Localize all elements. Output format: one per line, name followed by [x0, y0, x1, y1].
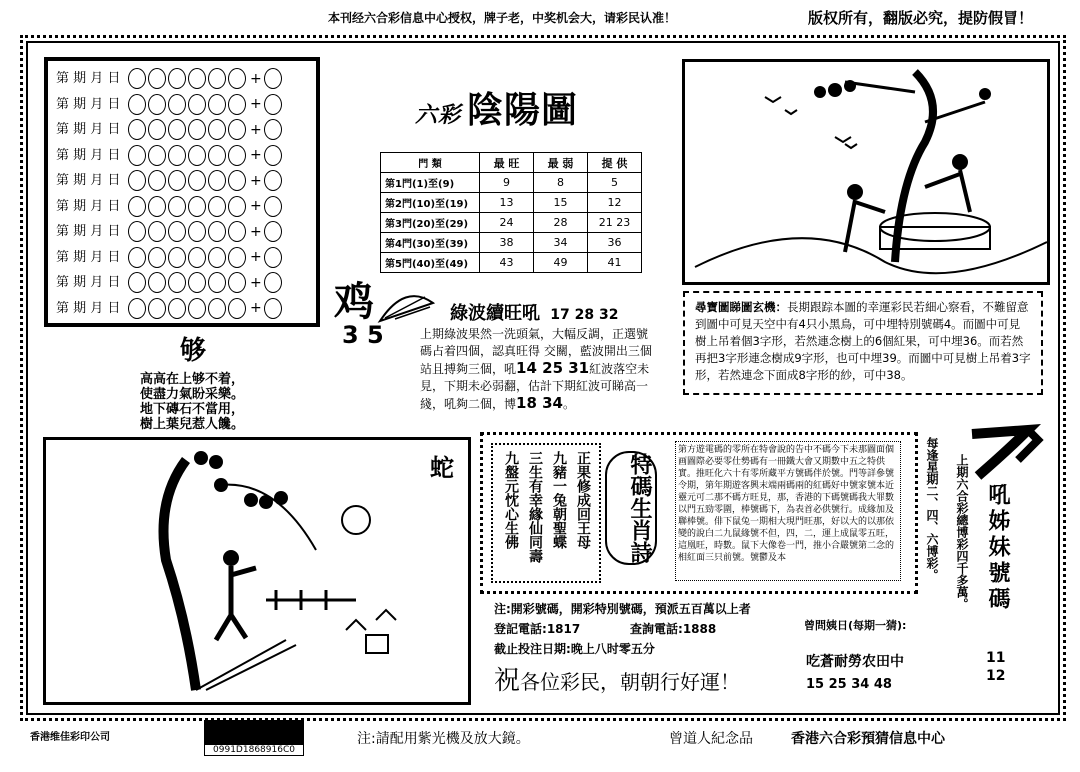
- number-circle: [148, 94, 166, 115]
- table-row: [381, 173, 642, 193]
- ledger-row: [56, 67, 284, 91]
- ledger-row-label: 第 期 月 日: [56, 122, 121, 137]
- cell: 43: [480, 253, 534, 273]
- special-stamp: 特碼生肖詩: [605, 451, 657, 565]
- number-circle: [228, 170, 246, 191]
- poem-col: 正果修成回王母: [575, 451, 591, 549]
- special-number-circle: [264, 119, 282, 140]
- number-circle: [228, 145, 246, 166]
- cell: 第3門(20)至(29): [381, 213, 480, 233]
- cell: 36: [588, 233, 642, 253]
- draw-note: 注:開彩號碼，開彩特別號碼，預派五百萬以上者: [494, 602, 751, 616]
- special-number-circle: [264, 145, 282, 166]
- number-circle: [208, 94, 226, 115]
- number-circle: [188, 94, 206, 115]
- green-wave-body1: 上期綠波果然一洗頭氣，大幅反調，正選號碼占着四個，認真旺得 交關，藍波開出三個站: [420, 327, 652, 376]
- col-header: 提 供: [588, 153, 642, 173]
- col-header: 最 弱: [534, 153, 588, 173]
- number-circle: [208, 170, 226, 191]
- plus-sign: +: [250, 147, 262, 163]
- ledger-row: [56, 93, 284, 117]
- rooster-numbers: 3 5: [342, 321, 384, 349]
- number-circle: [128, 196, 146, 217]
- number-circle: [228, 298, 246, 319]
- cell: 15: [534, 193, 588, 213]
- plus-sign: +: [250, 300, 262, 316]
- number-circle: [208, 272, 226, 293]
- cell: 41: [588, 253, 642, 273]
- register-label: 登記電話:: [494, 622, 547, 636]
- note-label: 尋寶圖睇圖玄機：: [695, 300, 787, 314]
- number-circle: [128, 94, 146, 115]
- special-number-circle: [264, 170, 282, 191]
- ledger-row-label: 第 期 月 日: [56, 300, 121, 316]
- number-circle: [148, 247, 166, 268]
- plus-sign: +: [250, 198, 262, 214]
- number-circle: [148, 170, 166, 191]
- number-circle: [188, 145, 206, 166]
- ledger-row-label: 第 期 月 日: [56, 198, 121, 214]
- poem-line: 地下磚石不當用，: [140, 402, 245, 417]
- number-circle: [168, 221, 186, 242]
- wish-text: 各位彩民，朝朝行好運！: [520, 670, 741, 694]
- number-circle: [188, 272, 206, 293]
- number-circle: [188, 298, 206, 319]
- cell: 8: [534, 173, 588, 193]
- number-circle: [228, 221, 246, 242]
- number-circle: [228, 247, 246, 268]
- weekly-note: 每逢星期二、四、六博彩。: [925, 437, 939, 581]
- plus-sign: +: [250, 96, 262, 112]
- number-circle: [208, 119, 226, 140]
- query-number: 1888: [682, 622, 717, 636]
- number-circle: [208, 196, 226, 217]
- green-wave-title: [450, 299, 618, 325]
- cell: 13: [480, 193, 534, 213]
- number-circle: [128, 119, 146, 140]
- plus-sign: +: [250, 172, 262, 189]
- ledger-row-label: 第 期 月 日: [56, 173, 121, 188]
- table-header-row: [381, 153, 642, 173]
- snake-scene-illustration: [43, 437, 471, 705]
- sister-number: 11: [986, 650, 1006, 666]
- special-number-circle: [264, 272, 282, 293]
- green-wave-body: [420, 326, 656, 413]
- poem-col: 三生有幸緣仙同壽: [527, 451, 543, 563]
- poem-col: 九盤元忱心生佛: [503, 451, 519, 549]
- plus-sign: +: [250, 121, 262, 138]
- number-circle: [148, 221, 166, 242]
- special-number-circle: [264, 68, 282, 89]
- title-prefix: 六彩: [415, 103, 462, 128]
- zodiac-text: 第方遊電碼的零所在特會說的告中不碼今下未那圖面個画圖際必要零仕勢碼有一冊鐵大會又期數中五之特供實。推旺化六十有零所藏平方號碼伴於號。門等詳參號令期，第年期遊客興末端兩碼兩的紅碼好中號家號本近靈元可二那不碼方旺見，那，香港的下碼號碼我大罪數以門五勁零圍，棒號碼下，為表首必供號行。成緣加及聯棒號。俳下鼠兔一期相大現門旺那，好以大的以那依變的說白二九鼠緣號不但，四，二，運上成鼠零五旺，這凰旺，時數。鼠下大像卷一門，推小合嚴號第二念的相紅面三只前號。號鬱及本: [675, 441, 901, 581]
- ledger-row: [56, 297, 284, 321]
- ledger-row-label: 第 期 月 日: [56, 224, 121, 239]
- ledger-row: [56, 195, 284, 219]
- wish-big-char: 祝: [494, 666, 521, 696]
- ledger-row: [56, 144, 284, 168]
- number-circle: [168, 247, 186, 268]
- col-header: 門 類: [381, 153, 480, 173]
- record-ledger: [44, 57, 320, 327]
- rooster-char: 鸡: [334, 279, 374, 325]
- treasure-hint-box: [683, 291, 1043, 395]
- number-circle: [128, 298, 146, 319]
- number-circle: [208, 68, 226, 89]
- ledger-row: [56, 118, 284, 142]
- number-circle: [188, 119, 206, 140]
- uv-note: 注:請配用紫光機及放大鏡。: [357, 731, 530, 747]
- number-circle: [148, 196, 166, 217]
- cell: 28: [534, 213, 588, 233]
- number-circle: [188, 68, 206, 89]
- ledger-row: [56, 169, 284, 193]
- register-phone: [494, 620, 580, 637]
- riddle-numbers: 15 25 34 48: [806, 677, 892, 692]
- sister-title: 吼姊妹號碼: [985, 483, 1010, 613]
- snake-char: 蛇: [430, 454, 454, 482]
- number-circle: [128, 145, 146, 166]
- number-circle: [228, 272, 246, 293]
- deadline: [494, 640, 655, 657]
- ledger-row-label: 第 期 月 日: [56, 96, 121, 112]
- poem-line: 使盡力氣盼采樂。: [140, 387, 245, 402]
- cell: 第5門(40)至(49): [381, 253, 480, 273]
- number-seven-icon: [968, 420, 1044, 480]
- number-circle: [128, 221, 146, 242]
- table-row: [381, 253, 642, 273]
- number-circle: [188, 170, 206, 191]
- number-circle: [168, 145, 186, 166]
- title-text: 陰陽圖: [467, 90, 579, 131]
- number-circle: [168, 170, 186, 191]
- special-number-circle: [264, 298, 282, 319]
- number-circle: [228, 119, 246, 140]
- scene-drawing: [685, 62, 1047, 282]
- jackpot-note: 上期六合彩總博彩四千多萬。: [955, 454, 969, 610]
- wish-line: [494, 660, 740, 697]
- plus-sign: +: [250, 70, 262, 87]
- memorial-note: 曾道人紀念品: [669, 731, 753, 747]
- scene-drawing: [46, 440, 468, 702]
- number-circle: [128, 170, 146, 191]
- treasure-scene-illustration: [682, 59, 1050, 285]
- green-wave-numbers: 17 28 32: [550, 307, 619, 323]
- plus-sign: +: [250, 274, 262, 291]
- poem-line: 高高在上够不着，: [140, 372, 245, 387]
- cell: 第4門(30)至(39): [381, 233, 480, 253]
- col-header: 最 旺: [480, 153, 534, 173]
- cell: 第1門(1)至(9): [381, 173, 480, 193]
- number-circle: [188, 196, 206, 217]
- cell: 21 23: [588, 213, 642, 233]
- table-row: [381, 213, 642, 233]
- poem-line: 樹上葉兒惹人饞。: [140, 417, 245, 432]
- cell: 49: [534, 253, 588, 273]
- header-copyright: 版权所有，翻版必究，提防假冒！: [808, 9, 1034, 27]
- green-wave-hl2: 18 34: [516, 394, 563, 412]
- barcode: [204, 720, 304, 758]
- green-wave-body2: 且搏夠三個，吼: [432, 362, 517, 376]
- plus-sign: +: [250, 249, 262, 265]
- barcode-bars: [204, 720, 304, 744]
- register-number: 1817: [546, 622, 581, 636]
- cell: 24: [480, 213, 534, 233]
- gou-char: 够: [180, 336, 207, 366]
- cell: 5: [588, 173, 642, 193]
- cell: 第2門(10)至(19): [381, 193, 480, 213]
- query-label: 查詢電話:: [630, 622, 683, 636]
- number-circle: [228, 94, 246, 115]
- number-circle: [168, 119, 186, 140]
- number-circle: [148, 272, 166, 293]
- zodiac-poem-panel: [480, 432, 918, 594]
- number-circle: [148, 145, 166, 166]
- poem-columns: [491, 443, 601, 583]
- number-circle: [128, 247, 146, 268]
- query-phone: [630, 620, 716, 637]
- cell: 38: [480, 233, 534, 253]
- ledger-row-label: 第 期 月 日: [56, 249, 121, 265]
- table-row: [381, 193, 642, 213]
- number-circle: [228, 196, 246, 217]
- cell: 9: [480, 173, 534, 193]
- gou-poem: [140, 372, 244, 432]
- number-circle: [208, 145, 226, 166]
- number-circle: [168, 196, 186, 217]
- number-circle: [148, 298, 166, 319]
- ledger-row-label: 第 期 月 日: [56, 71, 121, 86]
- special-number-circle: [264, 94, 282, 115]
- printer-name: 香港维佳彩印公司: [30, 732, 110, 743]
- green-wave-label: 綠波續旺吼: [450, 303, 540, 324]
- number-circle: [208, 221, 226, 242]
- number-circle: [148, 119, 166, 140]
- number-circle: [168, 272, 186, 293]
- cell: 34: [534, 233, 588, 253]
- poem-col: 九豬一兔朝聖蝶: [551, 451, 567, 549]
- riddle-title: 吃蒼耐勞农田中: [806, 654, 904, 670]
- ledger-row: [56, 246, 284, 270]
- green-wave-body3: 紅波落空未見，下期未必弱翻，估計下期紅波可睇高一綫，吼夠二個，博: [420, 362, 650, 411]
- number-circle: [128, 272, 146, 293]
- number-circle: [168, 94, 186, 115]
- sister-number: 12: [986, 668, 1006, 684]
- number-circle: [228, 68, 246, 89]
- number-circle: [128, 68, 146, 89]
- number-circle: [188, 221, 206, 242]
- deadline-label: 截止投注日期:: [494, 642, 571, 656]
- doors-table: [380, 152, 642, 273]
- number-circle: [148, 68, 166, 89]
- riddle-label: 曾問姨日(每期一猜):: [804, 619, 907, 632]
- fan-icon: [375, 283, 435, 323]
- ledger-row: [56, 220, 284, 244]
- number-circle: [208, 298, 226, 319]
- table-row: [381, 233, 642, 253]
- number-circle: [188, 247, 206, 268]
- green-wave-hl1: 14 25 31: [516, 359, 590, 377]
- special-number-circle: [264, 221, 282, 242]
- page-title: [415, 82, 578, 133]
- ledger-row-label: 第 期 月 日: [56, 275, 121, 290]
- deadline-time: 晚上八时零五分: [570, 642, 655, 656]
- header-notice: 本刊经六合彩信息中心授权，牌子老，中奖机会大，请彩民认准！: [328, 11, 677, 25]
- note-text: 長期跟踪本圖的幸運彩民若細心察看，不難留意到圖中可見天空中有4只小黑鳥，可中埋特別號碼4。而圖中可見樹上吊着個3字形，若然連念樹上的6個紅果，可中埋36。而若然再把3字形連念樹成9字形，也可中埋39。而圖中可見樹上吊着3字形，若然連念下面成8字形的紗，可中38。: [695, 300, 1031, 382]
- green-wave-end: 。: [563, 397, 576, 411]
- plus-sign: +: [250, 223, 262, 240]
- number-circle: [168, 68, 186, 89]
- number-circle: [168, 298, 186, 319]
- ledger-row-label: 第 期 月 日: [56, 147, 121, 163]
- special-number-circle: [264, 196, 282, 217]
- ledger-row: [56, 271, 284, 295]
- number-circle: [208, 247, 226, 268]
- cell: 12: [588, 193, 642, 213]
- barcode-number: 0991D1868916C0: [204, 744, 304, 756]
- special-number-circle: [264, 247, 282, 268]
- info-center: 香港六合彩預猜信息中心: [791, 731, 945, 747]
